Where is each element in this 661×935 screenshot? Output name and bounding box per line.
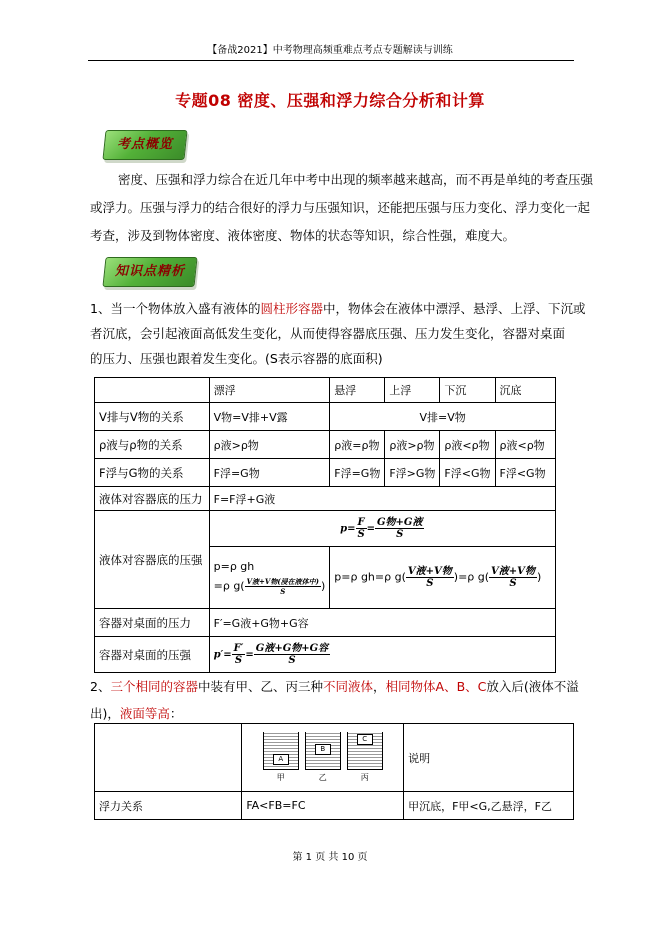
- vessel-item: [305, 732, 341, 783]
- object-block: C: [357, 734, 373, 745]
- header-cell: 下沉: [440, 378, 495, 403]
- vessel-container: [347, 732, 383, 770]
- formula-line: [214, 577, 326, 596]
- vessel-caption: 乙: [318, 773, 327, 782]
- text-span: 出)，: [90, 706, 120, 721]
- table-cell: ρ液<ρ物: [495, 431, 556, 459]
- formula-text: ): [320, 579, 326, 592]
- numerator: V液+V物(浸在液体中): [246, 576, 319, 586]
- highlight-text: 三个相同的容器: [110, 679, 198, 694]
- intro-line: 或浮力。压强与浮力的结合很好的浮力与压强知识，还能把压强与压力变化、浮力变化一起: [90, 200, 591, 215]
- text-span: 中，物体会在液体中漂浮、悬浮、上浮、下沉或: [322, 301, 586, 316]
- row-label: 容器对桌面的压强: [95, 637, 210, 673]
- text-span: 放入后(液体不溢: [486, 679, 579, 694]
- text-span: 1、当一个物体放入盛有液体的: [90, 301, 261, 316]
- float-state-table: [94, 377, 556, 673]
- denominator: S: [288, 655, 296, 666]
- formula-text: =ρ g(: [213, 579, 245, 592]
- intro-paragraph: [90, 166, 594, 250]
- vessel-container: [263, 732, 299, 770]
- numerator: G液+G物+G容: [255, 643, 329, 654]
- table-cell: F浮<G物: [495, 459, 556, 487]
- highlight-text: 不同液体: [322, 679, 373, 694]
- table-cell: ρ液<ρ物: [440, 431, 495, 459]
- header-cell: [95, 378, 210, 403]
- fraction: [245, 577, 321, 596]
- formula-text: =: [366, 523, 376, 535]
- highlight-text: 相同物体A、B、C: [385, 679, 487, 694]
- table-row: [95, 431, 556, 459]
- highlight-text: 液面等高: [119, 706, 170, 721]
- formula-cell: [209, 637, 555, 673]
- table-cell: F浮=G物: [330, 459, 385, 487]
- page-title: 专题08 密度、压强和浮力综合分析和计算: [175, 91, 485, 110]
- note-header-cell: 说明: [404, 724, 574, 792]
- table-cell: F浮<G物: [440, 459, 495, 487]
- formula-cell: [209, 511, 555, 547]
- vessel-caption: 丙: [360, 773, 369, 782]
- numerator: V液+V物: [491, 566, 535, 577]
- fraction: [232, 643, 246, 666]
- numerator: V液+V物: [407, 566, 452, 577]
- fraction: [375, 517, 424, 540]
- table-cell: ρ液>ρ物: [209, 431, 330, 459]
- formula-text: p=ρ gh: [213, 559, 255, 573]
- table-row: [95, 609, 556, 637]
- fraction: [489, 566, 537, 589]
- row-label: ρ液与ρ物的关系: [95, 431, 210, 459]
- point1-line: 的压力、压强也跟着发生变化。(S表示容器的底面积): [90, 351, 383, 366]
- page-footer: 第 1 页 共 10 页: [292, 852, 368, 863]
- table-row: [95, 724, 574, 792]
- text-span: 2、: [90, 679, 111, 694]
- table-row: [95, 511, 556, 547]
- denominator: S: [234, 655, 243, 666]
- table-row: [95, 487, 556, 511]
- numerator: F: [357, 517, 365, 528]
- table-cell: F′=G液+G物+G容: [209, 609, 555, 637]
- vessel-item: [347, 732, 383, 783]
- point2-paragraph: [90, 673, 579, 727]
- header-rule: [88, 60, 574, 61]
- table-cell: [95, 724, 242, 792]
- denominator: S: [509, 578, 517, 589]
- row-label: 液体对容器底的压强: [95, 511, 210, 609]
- section-banner-knowledge: [102, 257, 197, 287]
- table-cell: FA<FB=FC: [242, 792, 404, 820]
- formula-text: ): [536, 570, 542, 584]
- row-label: F浮与G物的关系: [95, 459, 210, 487]
- point1-line: [90, 296, 586, 321]
- table-row: [95, 403, 556, 431]
- intro-line: 密度、压强和浮力综合在近几年中考中出现的频率越来越高，而不再是单纯的考查压强: [118, 172, 594, 187]
- table-cell: 甲沉底，F甲<G,乙悬浮，F乙: [404, 792, 574, 820]
- intro-line: 考查，涉及到物体密度、液体密度、物体的状态等知识，综合性强，难度大。: [90, 228, 516, 243]
- object-block: B: [315, 744, 331, 755]
- denominator: S: [396, 529, 404, 540]
- header-cell: 上浮: [385, 378, 440, 403]
- vessel-item: [263, 732, 299, 783]
- object-block: A: [273, 754, 289, 765]
- header-cell: 沉底: [495, 378, 556, 403]
- point2-line: [90, 673, 579, 700]
- text-span: ，: [373, 679, 386, 694]
- denominator: S: [426, 578, 434, 589]
- vessel-container: [305, 732, 341, 770]
- formula-text: p=: [340, 523, 356, 535]
- banner-label: 知识点精析: [114, 264, 185, 279]
- formula-text: =: [245, 649, 254, 661]
- table-row: [95, 792, 574, 820]
- row-label: 液体对容器底的压力: [95, 487, 210, 511]
- table-header-row: [95, 378, 556, 403]
- text-span: ：: [169, 706, 183, 721]
- fraction: [254, 643, 330, 666]
- table-row: [95, 459, 556, 487]
- table-cell: F=F浮+G液: [209, 487, 555, 511]
- denominator: S: [357, 529, 365, 540]
- point1-line: 者沉底，会引起液面高低发生变化，从而使得容器底压强、压力发生变化，容器对桌面: [90, 326, 566, 341]
- text-span: 中装有甲、乙、丙三种: [197, 679, 323, 694]
- highlight-text: 圆柱形容器: [260, 301, 323, 316]
- table-cell: ρ液=ρ物: [330, 431, 385, 459]
- numerator: G物+G液: [377, 517, 423, 528]
- header-cell: 悬浮: [330, 378, 385, 403]
- page-header: 【备战2021】中考物理高频重难点考点专题解读与训练: [207, 45, 453, 56]
- point1-paragraph: [90, 296, 586, 371]
- table-cell: V物=V排+V露: [209, 403, 330, 431]
- formula-text: p=ρ gh=ρ g(: [334, 570, 406, 584]
- table-cell: F浮=G物: [209, 459, 330, 487]
- header-cell: 漂浮: [209, 378, 330, 403]
- row-label: V排与V物的关系: [95, 403, 210, 431]
- fraction: [406, 566, 454, 589]
- table-cell: F浮>G物: [385, 459, 440, 487]
- table-row: [95, 637, 556, 673]
- formula-cell: [209, 547, 330, 609]
- table-cell: V排=V物: [330, 403, 556, 431]
- vessel-figure: [246, 732, 399, 783]
- numerator: F′: [233, 643, 244, 654]
- vessel-caption: 甲: [276, 773, 285, 782]
- denominator: S: [280, 586, 286, 596]
- section-banner-overview: [102, 130, 187, 160]
- vessel-figure-cell: [242, 724, 404, 792]
- formula-cell: [330, 547, 556, 609]
- row-label: 浮力关系: [95, 792, 242, 820]
- formula-text: )=ρ g(: [453, 570, 490, 584]
- banner-label: 考点概览: [116, 137, 173, 152]
- table-cell: ρ液>ρ物: [385, 431, 440, 459]
- fraction: [356, 517, 367, 540]
- row-label: 容器对桌面的压力: [95, 609, 210, 637]
- formula-text: p′=: [213, 649, 232, 661]
- vessel-table: [94, 723, 574, 820]
